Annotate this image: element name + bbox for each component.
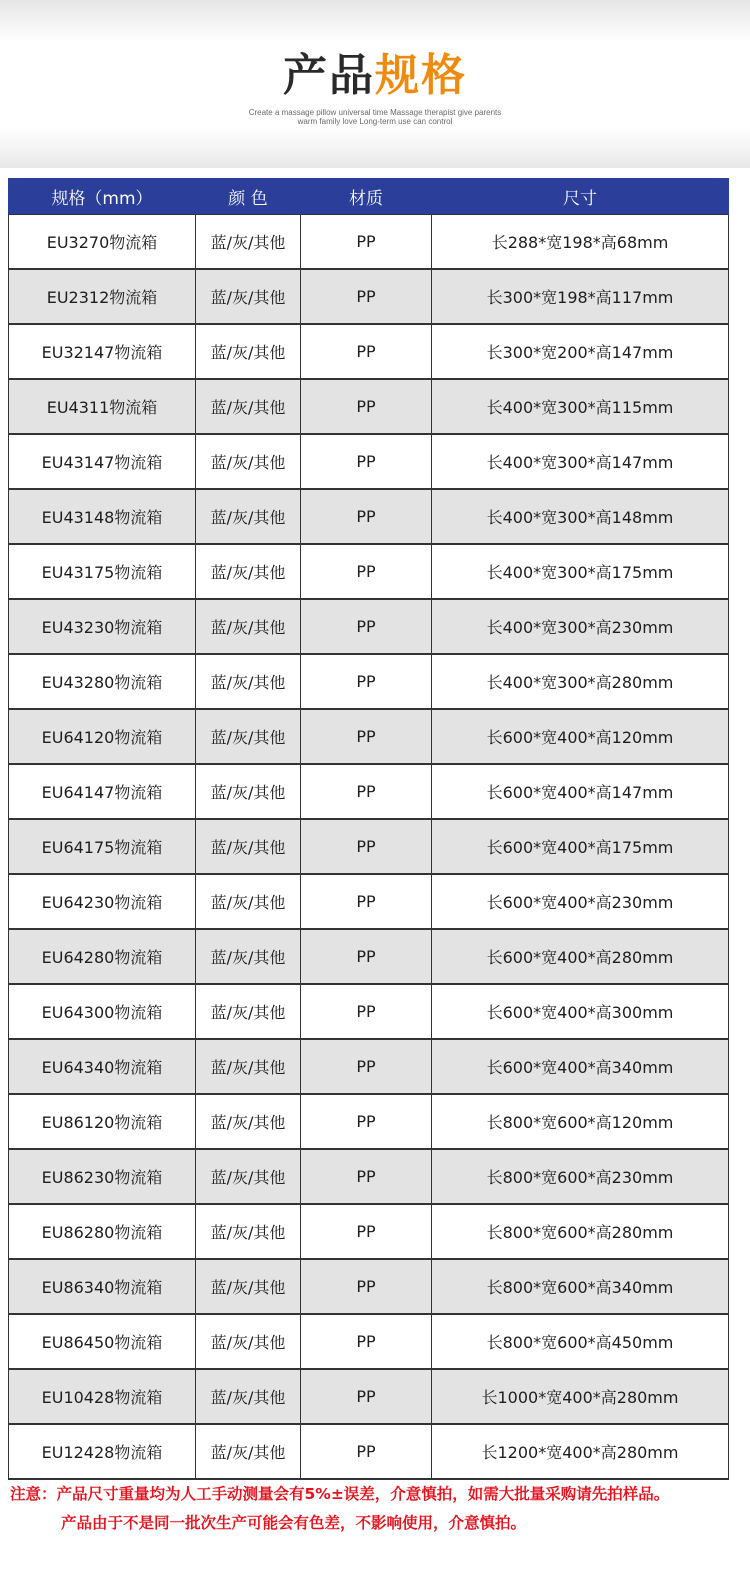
cell-model: EU2312物流箱 [9, 269, 196, 324]
cell-model: EU86120物流箱 [9, 1094, 196, 1149]
cell-size: 长600*宽400*高300mm [432, 984, 729, 1039]
cell-model: EU64230物流箱 [9, 874, 196, 929]
table-row [9, 544, 729, 599]
cell-model: EU43280物流箱 [9, 654, 196, 709]
cell-color: 蓝/灰/其他 [196, 1259, 301, 1314]
cell-color: 蓝/灰/其他 [196, 544, 301, 599]
cell-model: EU64175物流箱 [9, 819, 196, 874]
cell-color: 蓝/灰/其他 [196, 709, 301, 764]
cell-size: 长300*宽200*高147mm [432, 324, 729, 379]
header-size: 尺寸 [432, 178, 729, 215]
cell-color: 蓝/灰/其他 [196, 984, 301, 1039]
cell-material: PP [301, 1039, 432, 1094]
cell-model: EU3270物流箱 [9, 215, 196, 270]
cell-color: 蓝/灰/其他 [196, 1094, 301, 1149]
cell-size: 长600*宽400*高280mm [432, 929, 729, 984]
spec-table-header-row [9, 178, 729, 215]
cell-size: 长1000*宽400*高280mm [432, 1369, 729, 1424]
cell-color: 蓝/灰/其他 [196, 1039, 301, 1094]
cell-size: 长400*宽300*高230mm [432, 599, 729, 654]
cell-model: EU12428物流箱 [9, 1424, 196, 1479]
cell-size: 长1200*宽400*高280mm [432, 1424, 729, 1479]
page-subtitle [205, 108, 545, 126]
table-row [9, 764, 729, 819]
table-row [9, 269, 729, 324]
cell-material: PP [301, 1204, 432, 1259]
cell-size: 长800*宽600*高120mm [432, 1094, 729, 1149]
cell-size: 长400*宽300*高115mm [432, 379, 729, 434]
cell-material: PP [301, 324, 432, 379]
table-row [9, 1204, 729, 1259]
notice-line-1: 注意：产品尺寸重量均为人工手动测量会有5%±误差，介意慎拍，如需大批量采购请先拍样品。 [10, 1485, 670, 1503]
cell-material: PP [301, 1369, 432, 1424]
cell-color: 蓝/灰/其他 [196, 1369, 301, 1424]
cell-color: 蓝/灰/其他 [196, 654, 301, 709]
cell-size: 长600*宽400*高230mm [432, 874, 729, 929]
table-row [9, 1094, 729, 1149]
cell-size: 长600*宽400*高120mm [432, 709, 729, 764]
cell-material: PP [301, 215, 432, 270]
cell-model: EU64280物流箱 [9, 929, 196, 984]
cell-size: 长800*宽600*高230mm [432, 1149, 729, 1204]
cell-material: PP [301, 819, 432, 874]
cell-material: PP [301, 1149, 432, 1204]
table-row [9, 1369, 729, 1424]
cell-material: PP [301, 654, 432, 709]
cell-color: 蓝/灰/其他 [196, 1424, 301, 1479]
cell-model: EU64120物流箱 [9, 709, 196, 764]
cell-model: EU43175物流箱 [9, 544, 196, 599]
cell-color: 蓝/灰/其他 [196, 819, 301, 874]
spec-table [8, 178, 729, 1480]
notice-text [10, 1480, 745, 1538]
subtitle-line-2: warm family love Long-term use can control [297, 117, 453, 126]
cell-color: 蓝/灰/其他 [196, 379, 301, 434]
cell-size: 长600*宽400*高340mm [432, 1039, 729, 1094]
table-row [9, 1039, 729, 1094]
cell-material: PP [301, 1259, 432, 1314]
page-title [0, 48, 750, 104]
table-row [9, 215, 729, 270]
header-material: 材质 [301, 178, 432, 215]
header-color: 颜 色 [196, 178, 301, 215]
cell-material: PP [301, 764, 432, 819]
table-row [9, 819, 729, 874]
cell-size: 长600*宽400*高147mm [432, 764, 729, 819]
table-row [9, 1314, 729, 1369]
cell-color: 蓝/灰/其他 [196, 874, 301, 929]
table-row [9, 1424, 729, 1479]
cell-color: 蓝/灰/其他 [196, 1149, 301, 1204]
cell-model: EU64300物流箱 [9, 984, 196, 1039]
cell-color: 蓝/灰/其他 [196, 1204, 301, 1259]
cell-color: 蓝/灰/其他 [196, 434, 301, 489]
cell-model: EU86340物流箱 [9, 1259, 196, 1314]
header-spec: 规格（mm） [9, 178, 196, 215]
table-row [9, 874, 729, 929]
subtitle-line-1: Create a massage pillow universal time Massage therapist give parents [248, 108, 502, 117]
cell-material: PP [301, 709, 432, 764]
table-row [9, 929, 729, 984]
cell-color: 蓝/灰/其他 [196, 929, 301, 984]
table-row [9, 489, 729, 544]
table-row [9, 709, 729, 764]
cell-model: EU43148物流箱 [9, 489, 196, 544]
cell-model: EU64147物流箱 [9, 764, 196, 819]
cell-size: 长400*宽300*高148mm [432, 489, 729, 544]
table-row [9, 324, 729, 379]
cell-material: PP [301, 984, 432, 1039]
cell-material: PP [301, 1424, 432, 1479]
cell-material: PP [301, 1094, 432, 1149]
cell-size: 长300*宽198*高117mm [432, 269, 729, 324]
table-row [9, 1149, 729, 1204]
cell-material: PP [301, 269, 432, 324]
table-row [9, 379, 729, 434]
cell-model: EU4311物流箱 [9, 379, 196, 434]
cell-color: 蓝/灰/其他 [196, 1314, 301, 1369]
table-row [9, 599, 729, 654]
table-row [9, 1259, 729, 1314]
cell-model: EU86230物流箱 [9, 1149, 196, 1204]
cell-model: EU86450物流箱 [9, 1314, 196, 1369]
cell-material: PP [301, 489, 432, 544]
cell-material: PP [301, 1314, 432, 1369]
cell-size: 长800*宽600*高450mm [432, 1314, 729, 1369]
cell-color: 蓝/灰/其他 [196, 489, 301, 544]
cell-size: 长400*宽300*高175mm [432, 544, 729, 599]
cell-material: PP [301, 544, 432, 599]
cell-model: EU10428物流箱 [9, 1369, 196, 1424]
cell-material: PP [301, 379, 432, 434]
cell-color: 蓝/灰/其他 [196, 599, 301, 654]
cell-color: 蓝/灰/其他 [196, 324, 301, 379]
table-row [9, 654, 729, 709]
cell-material: PP [301, 929, 432, 984]
cell-size: 长400*宽300*高280mm [432, 654, 729, 709]
title-part-1: 产品 [283, 50, 375, 101]
cell-model: EU32147物流箱 [9, 324, 196, 379]
table-row [9, 434, 729, 489]
cell-size: 长288*宽198*高68mm [432, 215, 729, 270]
cell-material: PP [301, 874, 432, 929]
cell-model: EU43230物流箱 [9, 599, 196, 654]
cell-size: 长800*宽600*高280mm [432, 1204, 729, 1259]
cell-model: EU43147物流箱 [9, 434, 196, 489]
cell-size: 长600*宽400*高175mm [432, 819, 729, 874]
cell-size: 长400*宽300*高147mm [432, 434, 729, 489]
cell-model: EU86280物流箱 [9, 1204, 196, 1259]
notice-line-2: 产品由于不是同一批次生产可能会有色差，不影响使用，介意慎拍。 [61, 1514, 527, 1532]
title-part-2: 规格 [375, 50, 467, 101]
cell-color: 蓝/灰/其他 [196, 764, 301, 819]
table-row [9, 984, 729, 1039]
cell-model: EU64340物流箱 [9, 1039, 196, 1094]
cell-color: 蓝/灰/其他 [196, 215, 301, 270]
cell-material: PP [301, 434, 432, 489]
cell-material: PP [301, 599, 432, 654]
cell-color: 蓝/灰/其他 [196, 269, 301, 324]
cell-size: 长800*宽600*高340mm [432, 1259, 729, 1314]
